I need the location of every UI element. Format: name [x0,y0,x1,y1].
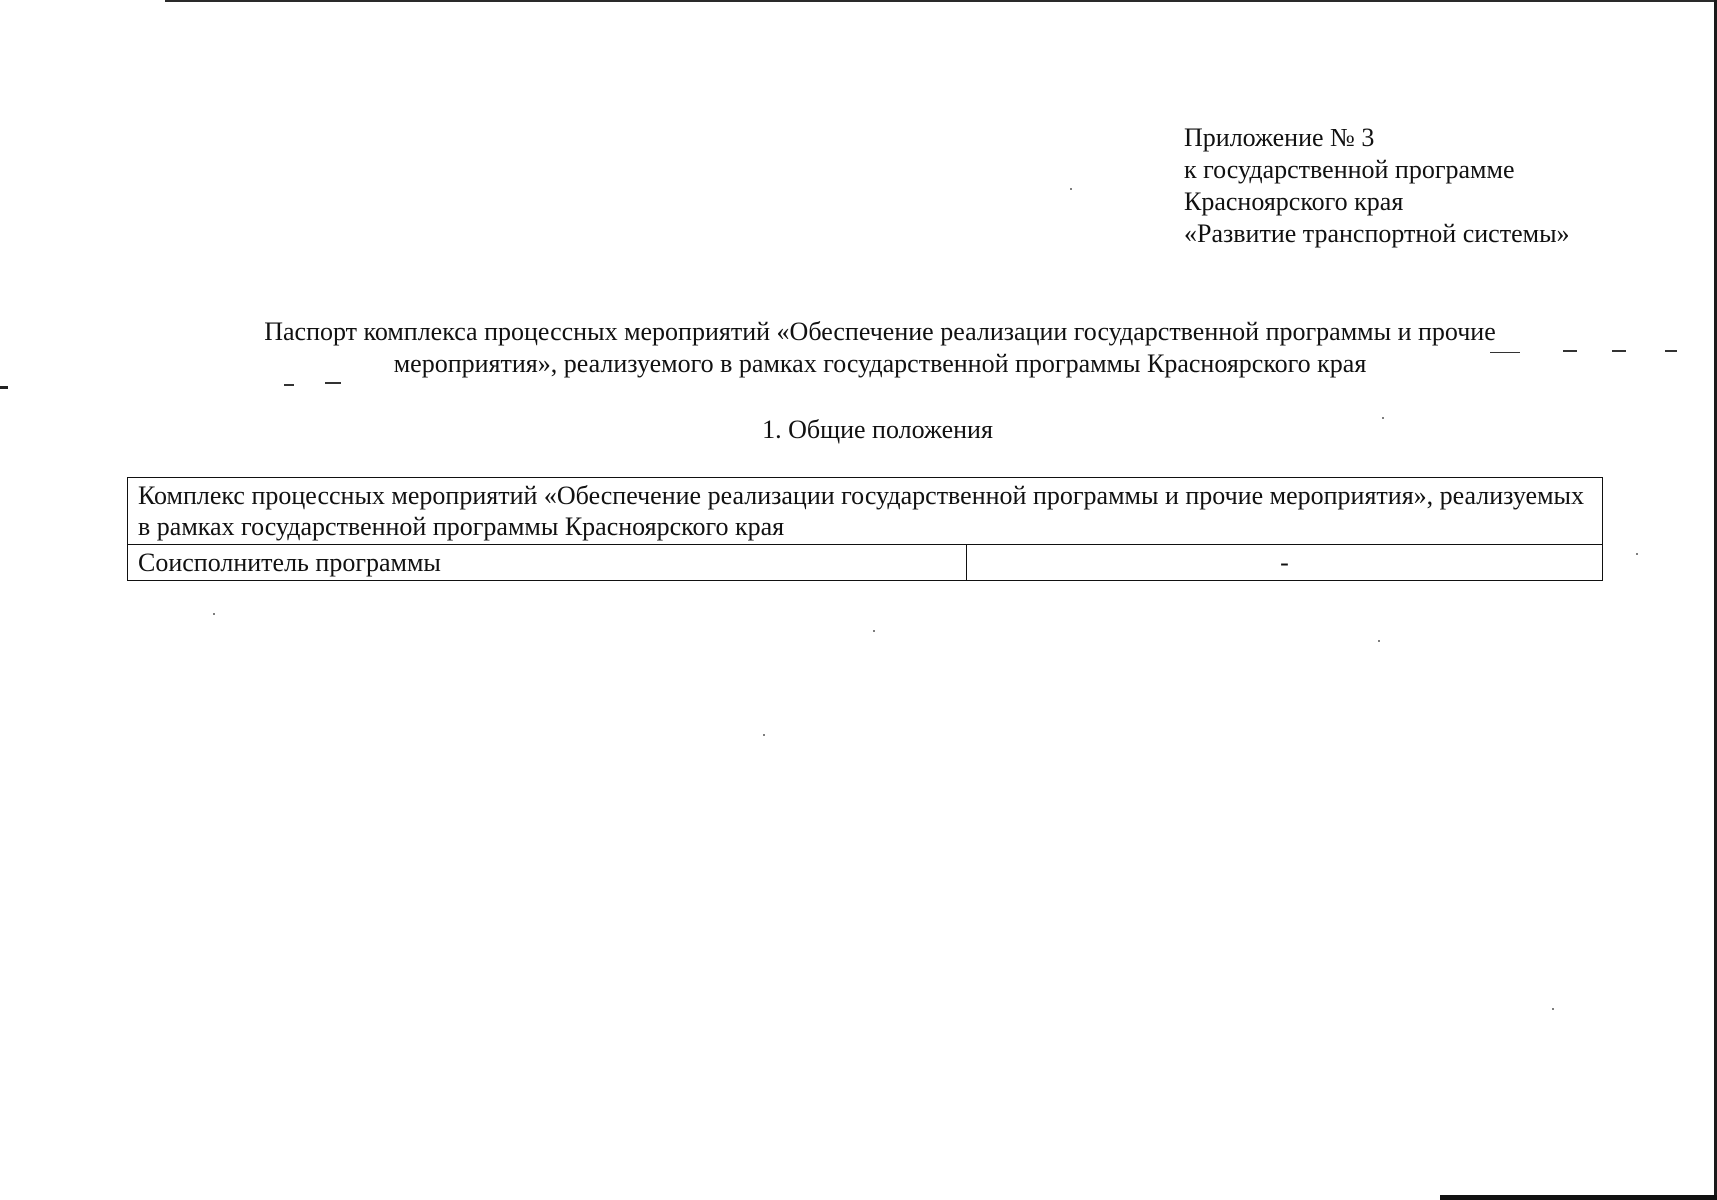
scan-speck [213,613,215,615]
scan-speck [1070,188,1072,190]
appendix-line: Красноярского края [1184,187,1404,216]
document-title [160,316,1600,380]
appendix-line: «Развитие транспортной системы» [1184,219,1570,248]
appendix-reference [1184,122,1570,250]
passport-table [127,477,1603,581]
scan-speck [873,630,875,632]
scan-mark-left [0,386,8,389]
table-header-cell: Комплекс процессных мероприятий «Обеспечение реализации государственной программы и прочие мероприятия», реализуемых в рамках государственной программы Красноярского края [128,478,1603,545]
scan-speck [1636,553,1638,555]
scan-edge-bottom [1440,1195,1717,1200]
title-line: мероприятия», реализуемого в рамках государственной программы Красноярского края [393,349,1367,378]
scan-dash [325,382,341,384]
table-cell-value: - [967,545,1603,581]
table-header-row [128,478,1603,545]
appendix-line: к государственной программе [1184,155,1515,184]
scan-dash [284,384,294,386]
scan-speck [1552,1008,1554,1010]
appendix-line: Приложение № 3 [1184,123,1375,152]
scan-speck [763,734,765,736]
section-heading: 1. Общие положения [762,415,993,444]
scan-speck [1378,640,1380,642]
scan-dash [1665,350,1677,352]
scan-edge-top [165,0,1717,2]
table-cell-label: Соисполнитель программы [128,545,967,581]
title-line: Паспорт комплекса процессных мероприятий «Обеспечение реализации государственной программы и прочие [264,317,1496,346]
table-row [128,545,1603,581]
scan-dash [1612,350,1626,352]
